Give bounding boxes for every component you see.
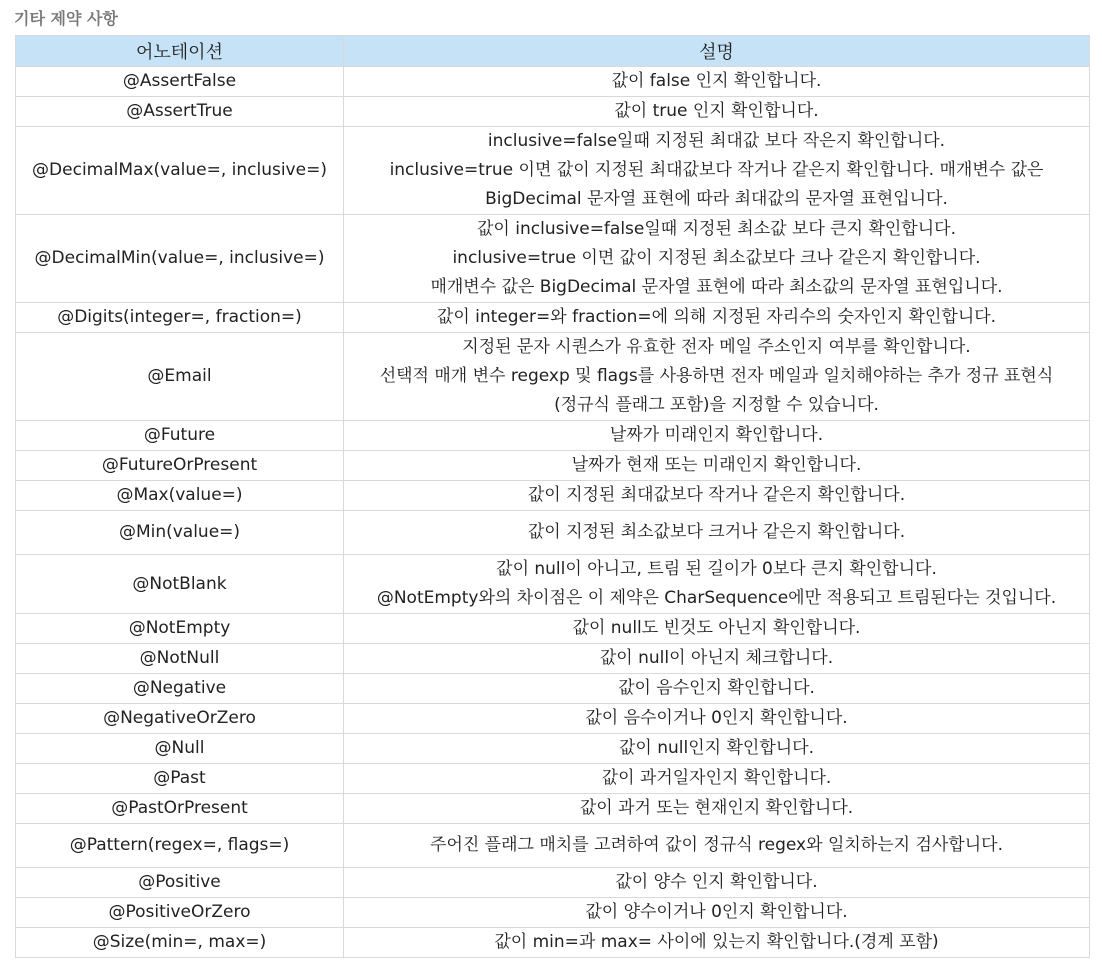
table-row bbox=[16, 794, 1090, 824]
description-cell bbox=[344, 898, 1090, 928]
annotation-cell: @Max(value=) bbox=[16, 481, 344, 511]
description-line: 값이 true 인지 확인합니다. bbox=[614, 101, 819, 121]
annotation-cell: @AssertFalse bbox=[16, 67, 344, 97]
table-row bbox=[16, 704, 1090, 734]
annotation-cell: @Negative bbox=[16, 674, 344, 704]
description-cell bbox=[344, 764, 1090, 794]
description-line: 값이 null이 아니고, 트림 된 길이가 0보다 큰지 확인합니다. bbox=[496, 559, 937, 579]
table-row bbox=[16, 555, 1090, 614]
description-line: 값이 지정된 최대값보다 작거나 같은지 확인합니다. bbox=[527, 485, 906, 505]
table-row bbox=[16, 333, 1090, 421]
table-row bbox=[16, 421, 1090, 451]
annotation-cell: @Email bbox=[16, 333, 344, 421]
section-title: 기타 제약 사항 bbox=[14, 9, 118, 28]
annotation-cell: @Future bbox=[16, 421, 344, 451]
table-row bbox=[16, 97, 1090, 127]
annotation-cell: @NotBlank bbox=[16, 555, 344, 614]
annotation-cell: @Past bbox=[16, 764, 344, 794]
table-header-row bbox=[16, 36, 1090, 67]
annotation-cell: @Digits(integer=, fraction=) bbox=[16, 303, 344, 333]
description-line: 값이 양수 인지 확인합니다. bbox=[615, 872, 818, 892]
table-row bbox=[16, 928, 1090, 958]
table-row bbox=[16, 734, 1090, 764]
table-row bbox=[16, 451, 1090, 481]
description-line: (정규식 플래그 포함)을 지정할 수 있습니다. bbox=[554, 395, 879, 415]
description-line: 매개변수 값은 BigDecimal 문자열 표현에 따라 최소값의 문자열 표현입니다. bbox=[430, 277, 1003, 297]
annotation-cell: @DecimalMin(value=, inclusive=) bbox=[16, 215, 344, 303]
description-cell bbox=[344, 451, 1090, 481]
description-line: BigDecimal 문자열 표현에 따라 최대값의 문자열 표현입니다. bbox=[485, 189, 948, 209]
description-line: 값이 양수이거나 0인지 확인합니다. bbox=[585, 902, 848, 922]
annotation-cell: @PositiveOrZero bbox=[16, 898, 344, 928]
table-row bbox=[16, 674, 1090, 704]
description-cell bbox=[344, 734, 1090, 764]
description-cell bbox=[344, 127, 1090, 215]
description-cell bbox=[344, 824, 1090, 868]
description-line: @NotEmpty와의 차이점은 이 제약은 CharSequence에만 적용되고 트림된다는 것입니다. bbox=[376, 588, 1057, 608]
description-cell bbox=[344, 868, 1090, 898]
description-line: 날짜가 현재 또는 미래인지 확인합니다. bbox=[571, 455, 862, 475]
description-line: 값이 과거 또는 현재인지 확인합니다. bbox=[579, 798, 854, 818]
annotation-cell: @Min(value=) bbox=[16, 511, 344, 555]
description-line: 값이 음수이거나 0인지 확인합니다. bbox=[585, 708, 848, 728]
annotation-cell: @Positive bbox=[16, 868, 344, 898]
annotation-cell: @DecimalMax(value=, inclusive=) bbox=[16, 127, 344, 215]
description-line: 값이 null도 빈것도 아닌지 확인합니다. bbox=[572, 618, 861, 638]
constraints-table bbox=[15, 35, 1090, 958]
description-line: 값이 지정된 최소값보다 크거나 같은지 확인합니다. bbox=[527, 522, 906, 542]
description-cell bbox=[344, 614, 1090, 644]
annotation-cell: @Null bbox=[16, 734, 344, 764]
description-line: inclusive=true 이면 값이 지정된 최소값보다 크나 같은지 확인합니다. bbox=[452, 248, 981, 268]
description-cell bbox=[344, 511, 1090, 555]
annotation-cell: @Size(min=, max=) bbox=[16, 928, 344, 958]
table-row bbox=[16, 127, 1090, 215]
header-description: 설명 bbox=[344, 36, 1090, 67]
description-cell bbox=[344, 215, 1090, 303]
table-row bbox=[16, 303, 1090, 333]
description-cell bbox=[344, 421, 1090, 451]
table-row bbox=[16, 764, 1090, 794]
annotation-cell: @NotNull bbox=[16, 644, 344, 674]
table-row bbox=[16, 644, 1090, 674]
annotation-cell: @AssertTrue bbox=[16, 97, 344, 127]
description-cell bbox=[344, 67, 1090, 97]
annotation-cell: @FutureOrPresent bbox=[16, 451, 344, 481]
annotation-cell: @NotEmpty bbox=[16, 614, 344, 644]
table-row bbox=[16, 215, 1090, 303]
table-row bbox=[16, 824, 1090, 868]
description-line: 값이 inclusive=false일때 지정된 최소값 보다 큰지 확인합니다. bbox=[477, 219, 956, 239]
description-cell bbox=[344, 928, 1090, 958]
description-line: 선택적 매개 변수 regexp 및 flags를 사용하면 전자 메일과 일치해야하는 추가 정규 표현식 bbox=[379, 366, 1054, 386]
description-line: 값이 false 인지 확인합니다. bbox=[611, 71, 822, 91]
description-cell bbox=[344, 644, 1090, 674]
table-body bbox=[16, 67, 1090, 958]
description-line: inclusive=false일때 지정된 최대값 보다 작은지 확인합니다. bbox=[487, 131, 946, 151]
description-cell bbox=[344, 674, 1090, 704]
header-annotation: 어노테이션 bbox=[16, 36, 344, 67]
table-row bbox=[16, 868, 1090, 898]
description-cell bbox=[344, 97, 1090, 127]
table-row bbox=[16, 511, 1090, 555]
description-cell bbox=[344, 555, 1090, 614]
description-line: 값이 과거일자인지 확인합니다. bbox=[601, 768, 832, 788]
description-line: 값이 null이 아닌지 체크합니다. bbox=[599, 648, 834, 668]
description-line: 값이 min=과 max= 사이에 있는지 확인합니다.(경계 포함) bbox=[494, 932, 939, 952]
description-line: 날짜가 미래인지 확인합니다. bbox=[609, 425, 824, 445]
description-line: inclusive=true 이면 값이 지정된 최대값보다 작거나 같은지 확인합니다. 매개변수 값은 bbox=[389, 160, 1044, 180]
description-line: 지정된 문자 시퀀스가 유효한 전자 메일 주소인지 여부를 확인합니다. bbox=[462, 337, 971, 357]
annotation-cell: @PastOrPresent bbox=[16, 794, 344, 824]
description-line: 값이 null인지 확인합니다. bbox=[618, 738, 814, 758]
description-line: 값이 음수인지 확인합니다. bbox=[618, 678, 815, 698]
description-line: 주어진 플래그 매치를 고려하여 값이 정규식 regex와 일치하는지 검사합니다. bbox=[430, 835, 1003, 855]
table-row bbox=[16, 67, 1090, 97]
annotation-cell: @NegativeOrZero bbox=[16, 704, 344, 734]
description-line: 값이 integer=와 fraction=에 의해 지정된 자리수의 숫자인지 확인합니다. bbox=[436, 307, 997, 327]
table-row bbox=[16, 614, 1090, 644]
description-cell bbox=[344, 303, 1090, 333]
description-cell bbox=[344, 704, 1090, 734]
description-cell bbox=[344, 333, 1090, 421]
table-row bbox=[16, 481, 1090, 511]
table-row bbox=[16, 898, 1090, 928]
description-cell bbox=[344, 794, 1090, 824]
description-cell bbox=[344, 481, 1090, 511]
annotation-cell: @Pattern(regex=, flags=) bbox=[16, 824, 344, 868]
